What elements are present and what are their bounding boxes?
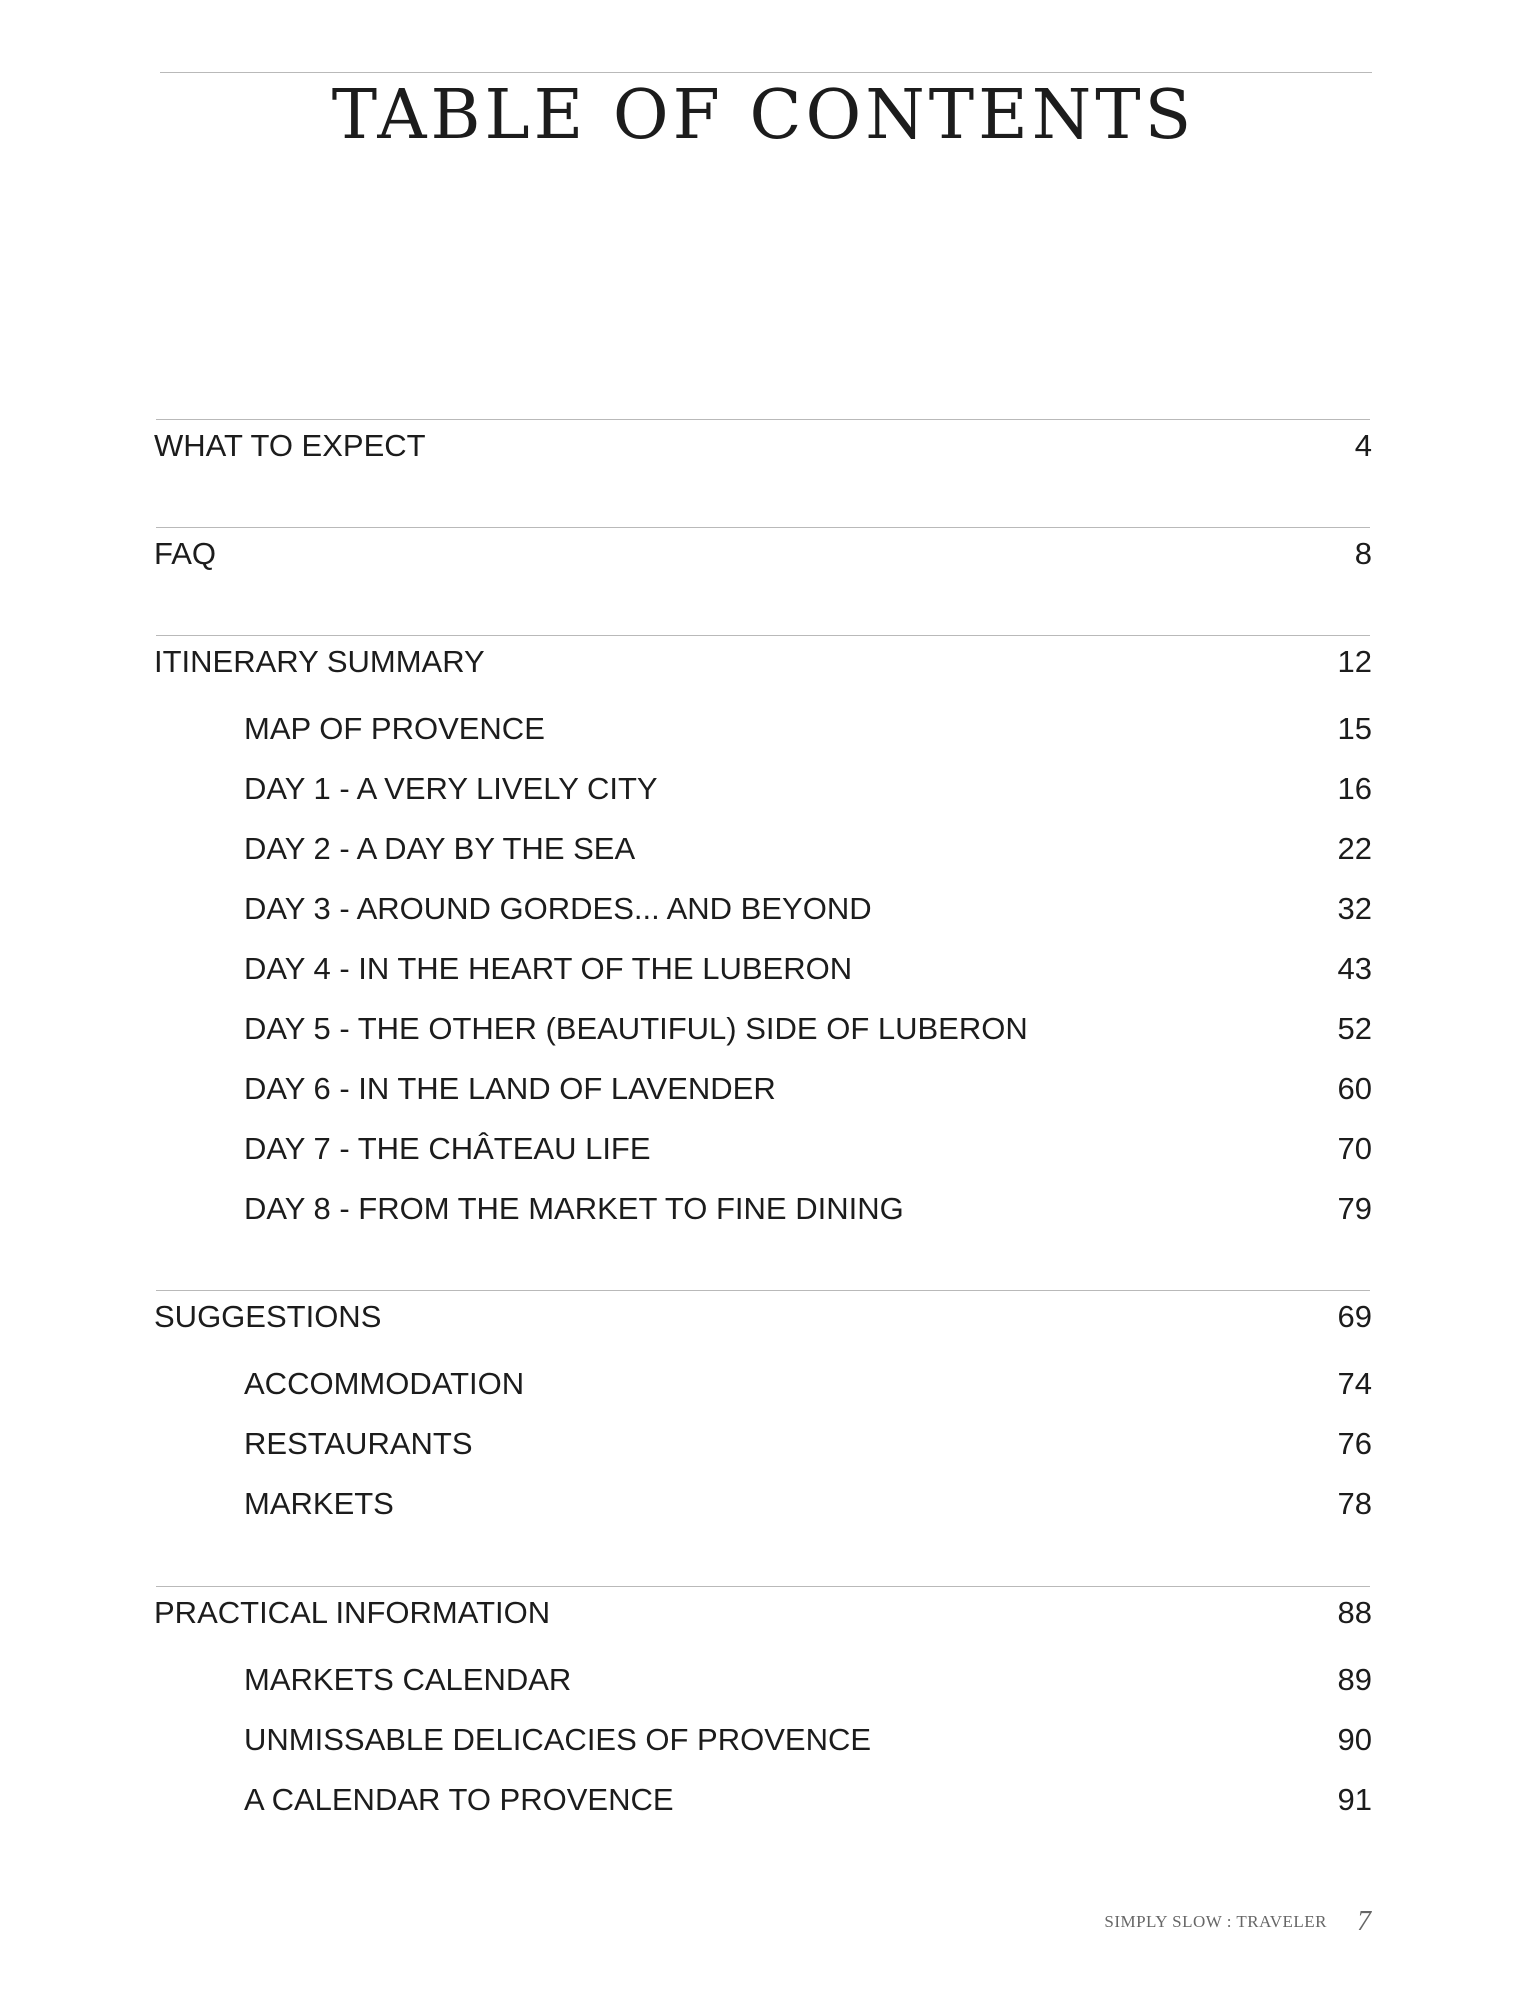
toc-subentry-page-number: 16 (1337, 771, 1372, 806)
toc-subentry-page-number: 43 (1337, 951, 1372, 986)
toc-subentry-label: DAY 3 - AROUND GORDES... AND BEYOND (244, 891, 872, 926)
toc-subentry-label: DAY 7 - THE CHÂTEAU LIFE (244, 1131, 651, 1166)
toc-subentry-label: DAY 2 - A DAY BY THE SEA (244, 831, 636, 866)
toc-subentry-page-number: 79 (1337, 1191, 1372, 1226)
toc-entry-practical-information[interactable] (154, 1593, 1372, 1633)
toc-subentry-page-number: 32 (1337, 891, 1372, 926)
footer-brand: SIMPLY SLOW : TRAVELER (1104, 1912, 1327, 1931)
toc-entry-page-number: 8 (1354, 536, 1372, 571)
toc-subentry-page-number: 78 (1337, 1486, 1372, 1521)
toc-subentry-page-number: 76 (1337, 1426, 1372, 1461)
toc-subentry-day-3[interactable] (154, 889, 1372, 929)
toc-subentry-label: DAY 8 - FROM THE MARKET TO FINE DINING (244, 1191, 904, 1226)
section-divider (156, 1290, 1370, 1291)
toc-subentry-markets[interactable] (154, 1484, 1372, 1524)
toc-subentry-accommodation[interactable] (154, 1364, 1372, 1404)
toc-subentry-label: UNMISSABLE DELICACIES OF PROVENCE (244, 1722, 872, 1757)
toc-subentry-restaurants[interactable] (154, 1424, 1372, 1464)
toc-subentry-calendar-to-provence[interactable] (154, 1780, 1372, 1820)
toc-subentry-page-number: 15 (1337, 711, 1372, 746)
page-title: TABLE OF CONTENTS (331, 76, 1196, 155)
toc-entry-page-number: 88 (1337, 1595, 1372, 1630)
toc-subentry-page-number: 52 (1337, 1011, 1372, 1046)
toc-subentry-label: DAY 4 - IN THE HEART OF THE LUBERON (244, 951, 853, 986)
toc-subentry-page-number: 70 (1337, 1131, 1372, 1166)
page-footer (1104, 1906, 1371, 1938)
toc-subentry-page-number: 90 (1337, 1722, 1372, 1757)
toc-subentry-page-number: 91 (1337, 1782, 1372, 1817)
toc-entry-label: FAQ (154, 536, 217, 571)
toc-subentry-label: RESTAURANTS (244, 1426, 473, 1461)
toc-subentry-label: DAY 5 - THE OTHER (BEAUTIFUL) SIDE OF LUBERON (244, 1011, 1028, 1046)
toc-entry-itinerary-summary[interactable] (154, 642, 1372, 682)
toc-subentry-page-number: 74 (1337, 1366, 1372, 1401)
toc-subentry-day-6[interactable] (154, 1069, 1372, 1109)
toc-subentry-day-5[interactable] (154, 1009, 1372, 1049)
toc-subentry-page-number: 89 (1337, 1662, 1372, 1697)
toc-subentry-day-2[interactable] (154, 829, 1372, 869)
toc-subentry-page-number: 60 (1337, 1071, 1372, 1106)
toc-entry-label: PRACTICAL INFORMATION (154, 1595, 551, 1630)
toc-subentry-map-of-provence[interactable] (154, 709, 1372, 749)
toc-entry-suggestions[interactable] (154, 1297, 1372, 1337)
toc-subentry-label: MAP OF PROVENCE (244, 711, 545, 746)
toc-entry-faq[interactable] (154, 534, 1372, 574)
toc-entry-page-number: 4 (1354, 428, 1372, 463)
toc-subentry-label: DAY 1 - A VERY LIVELY CITY (244, 771, 658, 806)
toc-entry-label: SUGGESTIONS (154, 1299, 382, 1334)
toc-subentry-day-8[interactable] (154, 1189, 1372, 1229)
toc-subentry-day-7[interactable] (154, 1129, 1372, 1169)
toc-entry-label: WHAT TO EXPECT (154, 428, 426, 463)
toc-subentry-label: ACCOMMODATION (244, 1366, 525, 1401)
toc-subentry-unmissable-delicacies[interactable] (154, 1720, 1372, 1760)
toc-entry-page-number: 69 (1337, 1299, 1372, 1334)
footer-page-number: 7 (1357, 1906, 1371, 1937)
toc-subentry-day-4[interactable] (154, 949, 1372, 989)
section-divider (156, 527, 1370, 528)
section-divider (156, 419, 1370, 420)
toc-subentry-label: MARKETS (244, 1486, 394, 1521)
toc-entry-label: ITINERARY SUMMARY (154, 644, 485, 679)
section-divider (156, 635, 1370, 636)
toc-subentry-markets-calendar[interactable] (154, 1660, 1372, 1700)
toc-subentry-label: DAY 6 - IN THE LAND OF LAVENDER (244, 1071, 776, 1106)
toc-subentry-day-1[interactable] (154, 769, 1372, 809)
toc-subentry-label: A CALENDAR TO PROVENCE (244, 1782, 674, 1817)
section-divider (156, 1586, 1370, 1587)
toc-subentry-page-number: 22 (1337, 831, 1372, 866)
toc-entry-page-number: 12 (1337, 644, 1372, 679)
toc-entry-what-to-expect[interactable] (154, 426, 1372, 466)
toc-subentry-label: MARKETS CALENDAR (244, 1662, 572, 1697)
